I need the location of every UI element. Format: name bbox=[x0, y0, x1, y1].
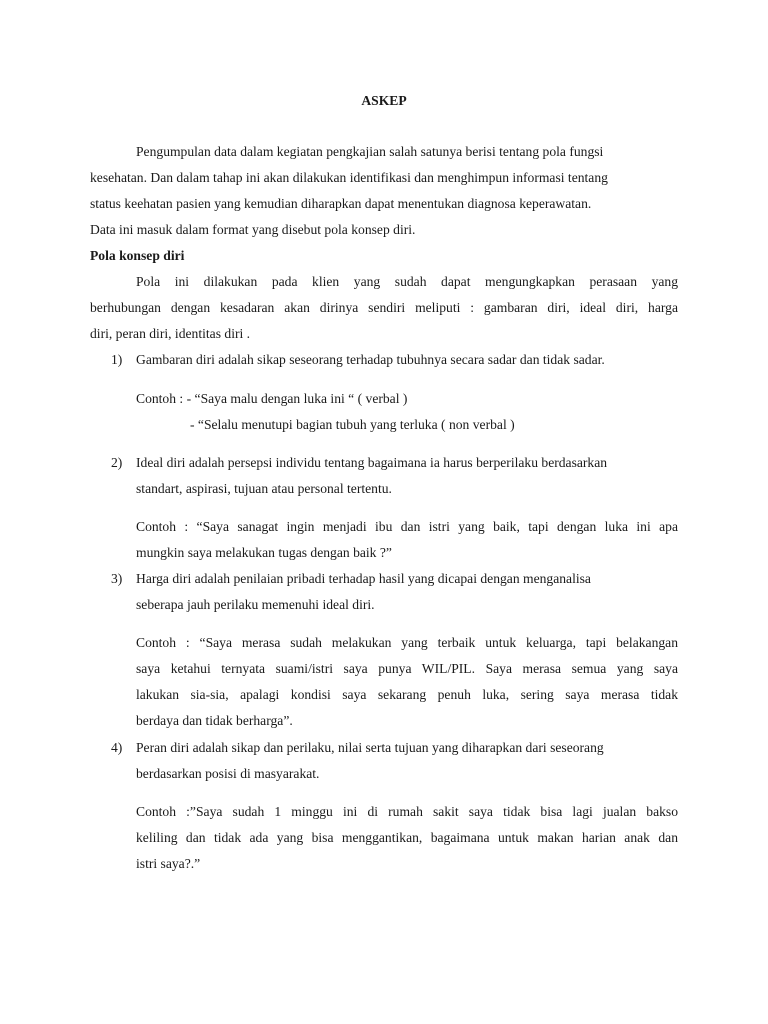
item-number: 4) bbox=[111, 740, 123, 755]
item-definition-line: standart, aspirasi, tujuan atau personal tertentu. bbox=[136, 481, 392, 496]
document-title: ASKEP bbox=[361, 93, 407, 108]
item-definition-line: Gambaran diri adalah sikap seseorang terhadap tubuhnya secara sadar dan tidak sadar. bbox=[136, 352, 605, 367]
section-heading: Pola konsep diri bbox=[90, 248, 185, 263]
item-example-line: Contoh : - “Saya malu dengan luka ini “ ( verbal ) bbox=[136, 391, 408, 406]
item-example-line: istri saya?.” bbox=[136, 856, 201, 871]
item-example-line: keliling dan tidak ada yang bisa menggantikan, bagaimana untuk makan harian anak dan bbox=[136, 830, 678, 845]
section-intro-line: berhubungan dengan kesadaran akan dirinya sendiri meliputi : gambaran diri, ideal diri, harga bbox=[90, 300, 678, 315]
intro-line: Pengumpulan data dalam kegiatan pengkajian salah satunya berisi tentang pola fungsi bbox=[136, 144, 604, 159]
intro-line: kesehatan. Dan dalam tahap ini akan dilakukan identifikasi dan menghimpun informasi tentang bbox=[90, 170, 608, 185]
item-example-line: Contoh : “Saya sanagat ingin menjadi ibu dan istri yang baik, tapi dengan luka ini apa bbox=[136, 519, 678, 534]
item-example-line: Contoh :”Saya sudah 1 minggu ini di rumah sakit saya tidak bisa lagi jualan bakso bbox=[136, 804, 678, 819]
section-intro-line: Pola ini dilakukan pada klien yang sudah dapat mengungkapkan perasaan yang bbox=[136, 274, 678, 289]
item-example-line: saya ketahui ternyata suami/istri saya punya WIL/PIL. Saya merasa semua yang saya bbox=[136, 661, 678, 676]
item-example-line: lakukan sia-sia, apalagi kondisi saya sekarang penuh luka, sering saya merasa tidak bbox=[136, 687, 678, 702]
item-definition-line: berdasarkan posisi di masyarakat. bbox=[136, 766, 320, 781]
item-number: 2) bbox=[111, 455, 123, 470]
item-number: 3) bbox=[111, 571, 123, 586]
intro-line: status keehatan pasien yang kemudian diharapkan dapat menentukan diagnosa keperawatan. bbox=[90, 196, 592, 211]
intro-line: Data ini masuk dalam format yang disebut pola konsep diri. bbox=[90, 222, 416, 237]
item-example-line: mungkin saya melakukan tugas dengan baik ?” bbox=[136, 545, 392, 560]
item-number: 1) bbox=[111, 352, 123, 367]
item-example-line: berdaya dan tidak berharga”. bbox=[136, 713, 293, 728]
item-example-line: - “Selalu menutupi bagian tubuh yang terluka ( non verbal ) bbox=[190, 417, 515, 432]
section-intro-line: diri, peran diri, identitas diri . bbox=[90, 326, 251, 341]
item-definition-line: Peran diri adalah sikap dan perilaku, nilai serta tujuan yang diharapkan dari seseorang bbox=[136, 740, 604, 755]
item-definition-line: Ideal diri adalah persepsi individu tentang bagaimana ia harus berperilaku berdasarkan bbox=[136, 455, 608, 470]
item-example-line: Contoh : “Saya merasa sudah melakukan yang terbaik untuk keluarga, tapi belakangan bbox=[136, 635, 678, 650]
item-definition-line: seberapa jauh perilaku memenuhi ideal diri. bbox=[136, 597, 375, 612]
item-definition-line: Harga diri adalah penilaian pribadi terhadap hasil yang dicapai dengan menganalisa bbox=[136, 571, 591, 586]
